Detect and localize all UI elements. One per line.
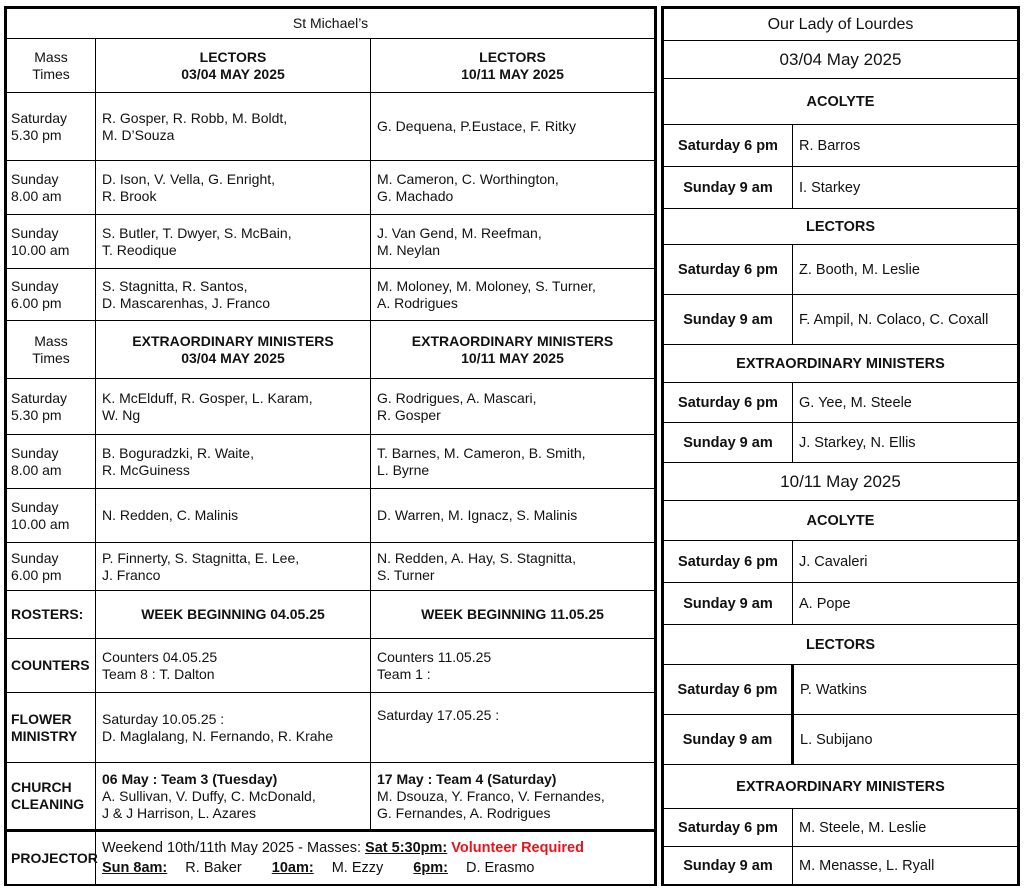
- names-cell: [96, 379, 371, 435]
- section-row: [664, 765, 1018, 809]
- cleaning-line: J & J Harrison, L. Azares: [102, 804, 257, 821]
- day-line: Sunday: [11, 549, 59, 566]
- projector-cell: [96, 831, 655, 885]
- time-line: 10.00 am: [11, 241, 70, 258]
- names-line: T. Reodique: [102, 241, 177, 258]
- names-line: M. Moloney, M. Moloney, S. Turner,: [377, 277, 596, 294]
- names-line: M. D’Souza: [102, 126, 175, 143]
- mass-time: Saturday 6 pm: [664, 541, 793, 583]
- time-line: 10.00 am: [11, 515, 70, 532]
- counters-line: Counters 04.05.25: [102, 648, 218, 665]
- flower-line: Saturday 10.05.25 :: [102, 710, 225, 727]
- table-row: [7, 215, 655, 269]
- time-line: 5.30 pm: [11, 406, 62, 423]
- mass-time: Saturday 6 pm: [664, 383, 793, 423]
- projector-ten-label: 10am:: [271, 860, 314, 876]
- table-row: [7, 543, 655, 591]
- mass-time: Sunday 9 am: [664, 715, 793, 765]
- names-line: S. Turner: [377, 566, 435, 583]
- counters-line: Counters 11.05.25: [377, 648, 492, 665]
- names-cell: [371, 269, 655, 321]
- names-cell: R. Barros: [793, 125, 1018, 167]
- table-row: [7, 379, 655, 435]
- cleaning-week1: [96, 763, 371, 831]
- names-cell: M. Steele, M. Leslie: [793, 809, 1018, 847]
- section-row: [664, 209, 1018, 245]
- names-line: D. Ison, V. Vella, G. Enright,: [102, 170, 276, 187]
- cleaning-team-heading: 06 May : Team 3 (Tuesday): [102, 770, 278, 787]
- names-line: R. Gosper: [377, 406, 441, 423]
- names-line: B. Boguradzki, R. Waite,: [102, 444, 254, 461]
- lectors-header-row: [7, 39, 655, 93]
- table-row: [664, 809, 1018, 847]
- section-heading-lectors: LECTORS: [664, 625, 1018, 665]
- names-cell: M. Menasse, L. Ryall: [793, 847, 1018, 885]
- names-line: T. Barnes, M. Cameron, B. Smith,: [377, 444, 586, 461]
- projector-sun-name: R. Baker: [185, 860, 242, 876]
- mass-times-line: Mass: [34, 332, 68, 349]
- time-line: 6.00 pm: [11, 294, 62, 311]
- names-line: G. Dequena, P.Eustace, F. Ritky: [377, 118, 576, 134]
- header-line: 10/11 MAY 2025: [461, 65, 564, 82]
- week-date: 03/04 May 2025: [664, 41, 1018, 79]
- rosters-week1: WEEK BEGINNING 04.05.25: [96, 591, 371, 639]
- table-row: [664, 583, 1018, 625]
- week-date-row: [664, 41, 1018, 79]
- projector-sat-label: Sat 5:30pm:: [365, 840, 448, 856]
- names-cell: [371, 489, 655, 543]
- names-line: P. Finnerty, S. Stagnitta, E. Lee,: [102, 549, 300, 566]
- header-line: 10/11 MAY 2025: [461, 349, 564, 366]
- table-row: [664, 541, 1018, 583]
- table-row: [7, 489, 655, 543]
- mass-time: Saturday 6 pm: [664, 245, 793, 295]
- mass-time: [7, 161, 96, 215]
- projector-ten-name: M. Ezzy: [331, 860, 384, 876]
- names-cell: F. Ampil, N. Colaco, C. Coxall: [793, 295, 1018, 345]
- names-line: S. Stagnitta, R. Santos,: [102, 277, 248, 294]
- panel-title: St Michael’s: [7, 9, 655, 39]
- counters-line: Team 8 : T. Dalton: [102, 665, 215, 682]
- table-row: [664, 383, 1018, 423]
- names-cell: [371, 215, 655, 269]
- cleaning-week2: [371, 763, 655, 831]
- week-date-row: [664, 463, 1018, 501]
- names-cell: Z. Booth, M. Leslie: [793, 245, 1018, 295]
- table-row: [664, 245, 1018, 295]
- names-cell: [371, 435, 655, 489]
- names-cell: A. Pope: [793, 583, 1018, 625]
- mass-time: Sunday 9 am: [664, 423, 793, 463]
- day-line: Sunday: [11, 444, 59, 461]
- section-heading-extraordinary-ministers: EXTRAORDINARY MINISTERS: [664, 345, 1018, 383]
- mass-time: Sunday 9 am: [664, 583, 793, 625]
- names-cell: [96, 435, 371, 489]
- time-line: 6.00 pm: [11, 566, 62, 583]
- table-row: [7, 269, 655, 321]
- header-line: EXTRAORDINARY MINISTERS: [132, 332, 334, 349]
- mass-time: [7, 215, 96, 269]
- mass-time: [7, 269, 96, 321]
- church-cleaning-row: [7, 763, 655, 831]
- em-week1-header: [96, 321, 371, 379]
- names-line: W. Ng: [102, 406, 141, 423]
- mass-time: Sunday 9 am: [664, 847, 793, 885]
- names-line: D. Warren, M. Ignacz, S. Malinis: [377, 507, 578, 523]
- projector-row: [7, 831, 655, 885]
- st-michaels-table: [6, 8, 655, 885]
- rosters-week2: WEEK BEGINNING 11.05.25: [371, 591, 655, 639]
- names-cell: [96, 489, 371, 543]
- names-line: N. Redden, A. Hay, S. Stagnitta,: [377, 549, 576, 566]
- header-line: 03/04 MAY 2025: [181, 349, 285, 366]
- mass-time: Saturday 6 pm: [664, 665, 793, 715]
- rosters-label: ROSTERS:: [7, 591, 96, 639]
- flower-line: D. Maglalang, N. Fernando, R. Krahe: [102, 727, 334, 744]
- mass-time: [7, 435, 96, 489]
- section-heading-lectors: LECTORS: [664, 209, 1018, 245]
- section-row: [664, 79, 1018, 125]
- label-line: FLOWER: [11, 710, 72, 727]
- counters-label: COUNTERS: [7, 639, 96, 693]
- em-week2-header: [371, 321, 655, 379]
- table-row: [664, 665, 1018, 715]
- names-line: D. Mascarenhas, J. Franco: [102, 294, 271, 311]
- panel-title: Our Lady of Lourdes: [664, 9, 1018, 41]
- mass-time: Saturday 6 pm: [664, 809, 793, 847]
- day-line: Sunday: [11, 277, 59, 294]
- names-cell: L. Subijano: [793, 715, 1018, 765]
- panel-title-row: [7, 9, 655, 39]
- time-line: 5.30 pm: [11, 126, 62, 143]
- mass-time: Sunday 9 am: [664, 295, 793, 345]
- projector-six-name: D. Erasmo: [465, 860, 535, 876]
- names-cell: P. Watkins: [793, 665, 1018, 715]
- time-line: 8.00 am: [11, 461, 62, 478]
- mass-time: [7, 379, 96, 435]
- counters-line: Team 1 :: [377, 665, 431, 682]
- mass-times-line: Mass: [34, 48, 68, 65]
- cleaning-line: A. Sullivan, V. Duffy, C. McDonald,: [102, 787, 316, 804]
- section-heading-acolyte: ACOLYTE: [664, 501, 1018, 541]
- names-line: L. Byrne: [377, 461, 430, 478]
- names-line: M. Neylan: [377, 241, 441, 258]
- rosters-row: [7, 591, 655, 639]
- names-cell: J. Cavaleri: [793, 541, 1018, 583]
- projector-sun-label: Sun 8am:: [102, 860, 168, 876]
- table-row: [7, 93, 655, 161]
- label-line: CLEANING: [11, 796, 85, 812]
- st-michaels-panel: [4, 6, 657, 886]
- mass-time: [7, 543, 96, 591]
- names-line: G. Machado: [377, 187, 454, 204]
- header-line: LECTORS: [479, 48, 546, 65]
- header-line: 03/04 MAY 2025: [181, 65, 285, 82]
- names-line: R. Brook: [102, 187, 157, 204]
- header-line: LECTORS: [199, 48, 267, 65]
- section-row: [664, 501, 1018, 541]
- flower-week1: [96, 693, 371, 763]
- names-line: J. Van Gend, M. Reefman,: [377, 224, 542, 241]
- counters-row: [7, 639, 655, 693]
- lectors-week1-header: [96, 39, 371, 93]
- projector-line-1: [102, 838, 648, 858]
- day-line: Sunday: [11, 170, 59, 187]
- lectors-week2-header: [371, 39, 655, 93]
- table-row: [7, 161, 655, 215]
- cleaning-line: G. Fernandes, A. Rodrigues: [377, 804, 551, 821]
- mass-times-header: [7, 39, 96, 93]
- names-cell: [96, 543, 371, 591]
- table-row: [664, 715, 1018, 765]
- names-cell: [96, 215, 371, 269]
- mass-times-header: [7, 321, 96, 379]
- counters-week2: [371, 639, 655, 693]
- cleaning-team-heading: 17 May : Team 4 (Saturday): [377, 770, 557, 787]
- projector-weekend-text: Weekend 10th/11th May 2025 - Masses:: [102, 840, 366, 856]
- counters-week1: [96, 639, 371, 693]
- em-header-row: [7, 321, 655, 379]
- flower-week2: [371, 693, 655, 763]
- names-cell: J. Starkey, N. Ellis: [793, 423, 1018, 463]
- names-line: R. McGuiness: [102, 461, 190, 478]
- flower-ministry-row: [7, 693, 655, 763]
- table-row: [664, 295, 1018, 345]
- names-line: K. McElduff, R. Gosper, L. Karam,: [102, 389, 313, 406]
- section-heading-acolyte: ACOLYTE: [664, 79, 1018, 125]
- mass-time: Saturday 6 pm: [664, 125, 793, 167]
- projector-line-2: [102, 858, 648, 878]
- panel-title-row: [664, 9, 1018, 41]
- our-lady-panel: [661, 6, 1020, 886]
- names-line: N. Redden, C. Malinis: [102, 507, 239, 523]
- projector-six-label: 6pm:: [413, 860, 448, 876]
- names-line: A. Rodrigues: [377, 294, 458, 311]
- church-cleaning-label: [7, 763, 96, 831]
- our-lady-table: [663, 8, 1018, 885]
- names-cell: [371, 543, 655, 591]
- table-row: [7, 435, 655, 489]
- mass-time: [7, 93, 96, 161]
- table-row: [664, 423, 1018, 463]
- mass-time: Sunday 9 am: [664, 167, 793, 209]
- time-line: 8.00 am: [11, 187, 62, 204]
- day-line: Saturday: [11, 109, 68, 126]
- names-cell: G. Yee, M. Steele: [793, 383, 1018, 423]
- names-line: G. Rodrigues, A. Mascari,: [377, 389, 537, 406]
- volunteer-required: Volunteer Required: [451, 840, 584, 856]
- mass-time: [7, 489, 96, 543]
- week-date: 10/11 May 2025: [664, 463, 1018, 501]
- section-heading-extraordinary-ministers: EXTRAORDINARY MINISTERS: [664, 765, 1018, 809]
- mass-times-line: Times: [32, 65, 70, 82]
- names-cell: [371, 93, 655, 161]
- day-line: Sunday: [11, 498, 59, 515]
- names-cell: [96, 93, 371, 161]
- day-line: Sunday: [11, 224, 59, 241]
- header-line: EXTRAORDINARY MINISTERS: [411, 332, 614, 349]
- names-cell: I. Starkey: [793, 167, 1018, 209]
- projector-label: PROJECTOR: [7, 831, 96, 885]
- names-line: J. Franco: [102, 566, 161, 583]
- flower-line: Saturday 17.05.25 :: [377, 707, 500, 723]
- flower-ministry-label: [7, 693, 96, 763]
- names-cell: [371, 161, 655, 215]
- day-line: Saturday: [11, 389, 68, 406]
- table-row: [664, 167, 1018, 209]
- names-line: S. Butler, T. Dwyer, S. McBain,: [102, 224, 292, 241]
- names-cell: [371, 379, 655, 435]
- label-line: MINISTRY: [11, 727, 78, 744]
- table-row: [664, 847, 1018, 885]
- section-row: [664, 625, 1018, 665]
- section-row: [664, 345, 1018, 383]
- names-line: M. Cameron, C. Worthington,: [377, 170, 559, 187]
- cleaning-line: M. Dsouza, Y. Franco, V. Fernandes,: [377, 787, 605, 804]
- mass-times-line: Times: [32, 349, 70, 366]
- label-line: CHURCH: [11, 779, 72, 795]
- names-line: R. Gosper, R. Robb, M. Boldt,: [102, 109, 288, 126]
- table-row: [664, 125, 1018, 167]
- names-cell: [96, 161, 371, 215]
- names-cell: [96, 269, 371, 321]
